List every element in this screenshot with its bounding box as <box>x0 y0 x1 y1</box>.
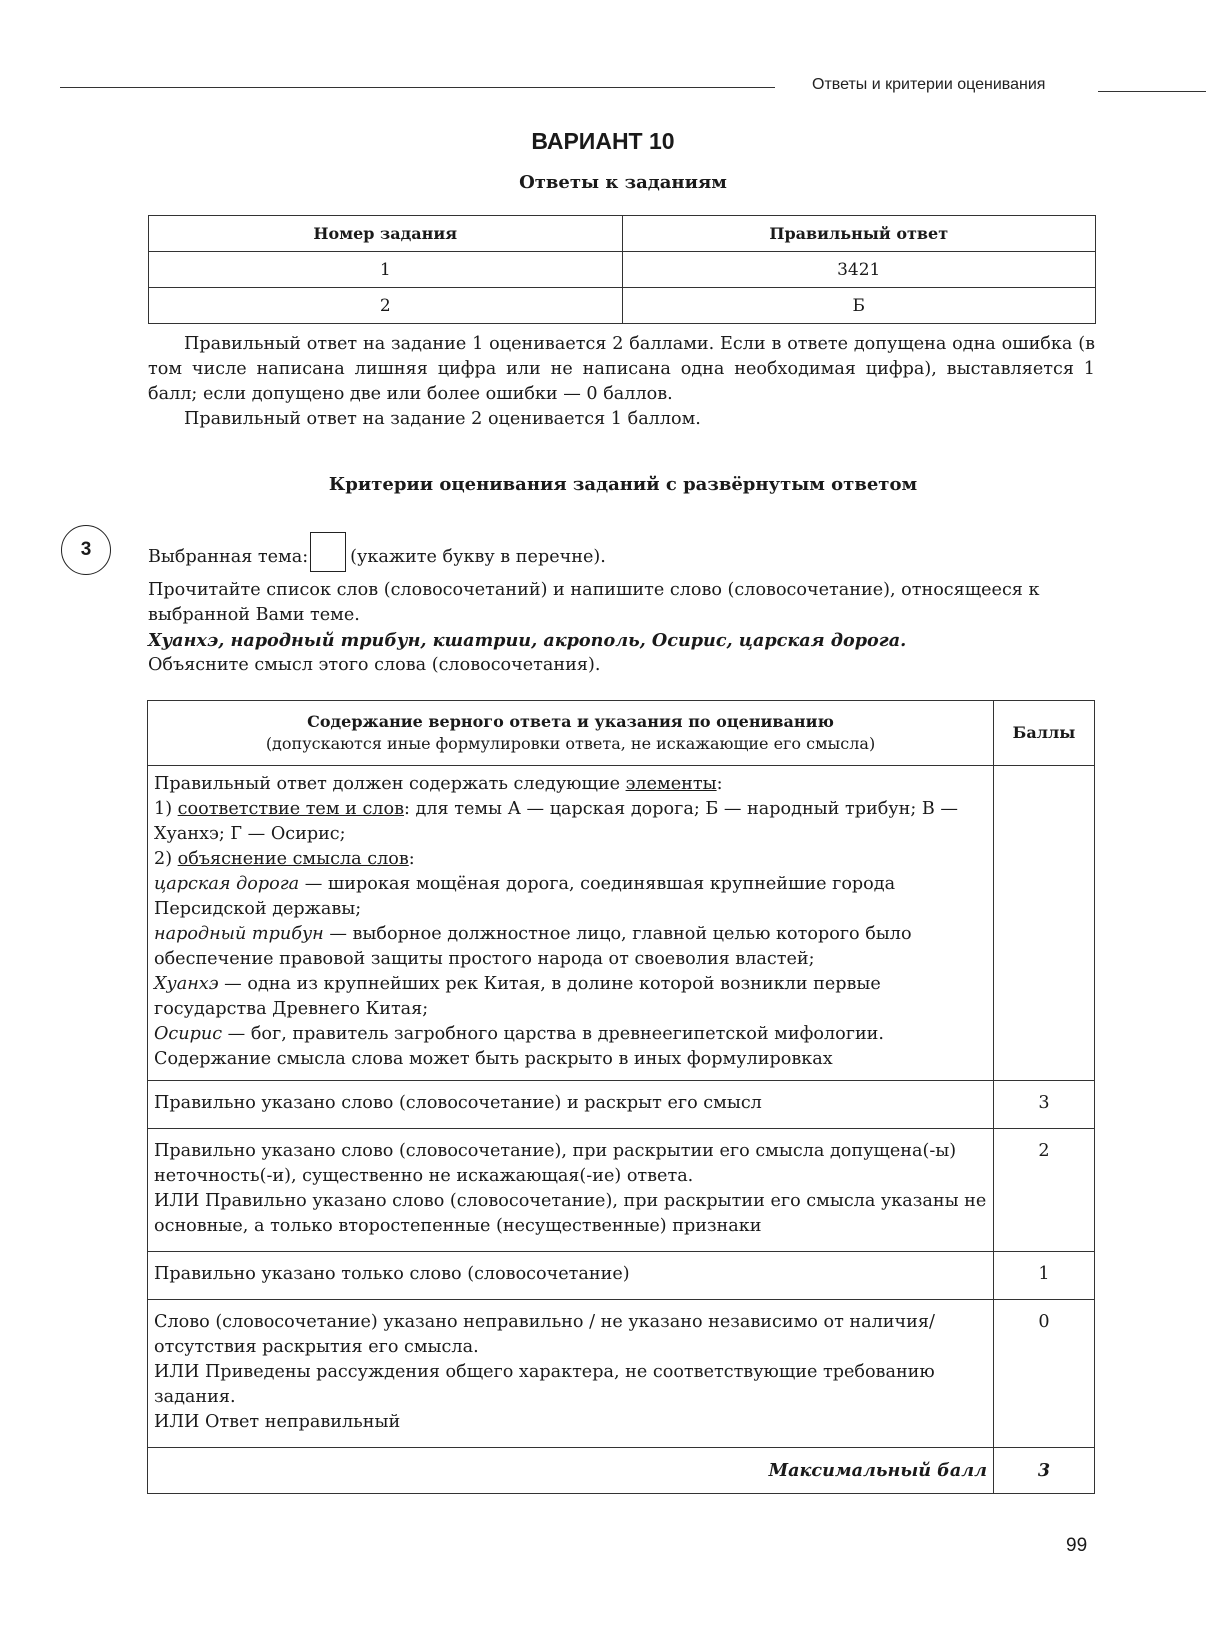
definition-term: Хуанхэ <box>154 974 219 994</box>
answers-title: Ответы к заданиям <box>519 172 727 193</box>
column-header-note: (допускаются иные формулировки ответа, не искажающие его смысла) <box>265 734 876 753</box>
theme-hint: (укажите букву в перечне). <box>350 547 606 567</box>
item-heading: соответствие тем и слов <box>177 799 404 819</box>
item-number: 1) <box>154 799 178 819</box>
item-text: : для темы А — царская дорога; Б — народный трибун; В — Хуанхэ; Г — Осирис; <box>154 799 959 844</box>
table-row <box>149 252 1096 288</box>
criteria-text: ИЛИ Правильно указано слово (словосочетание), при раскрытии его смысла указаны не основные, а только второстепенные (несущественные) признаки <box>154 1191 987 1236</box>
criteria-row <box>148 1300 1095 1448</box>
column-header: Содержание верного ответа и указания по оцениванию <box>307 712 834 731</box>
running-title: Ответы и критерии оценивания <box>812 76 1046 93</box>
criteria-table <box>147 700 1095 1494</box>
criteria-row <box>148 1129 1095 1252</box>
answer-intro-end: : <box>716 774 723 794</box>
definition <box>154 1022 987 1047</box>
task-3 <box>148 532 1098 678</box>
max-score-value: 3 <box>994 1448 1095 1494</box>
item-number: 2) <box>154 849 178 869</box>
criteria-text: Слово (словосочетание) указано неправильно / не указано независимо от наличия/отсутствия раскрытия его смысла. <box>154 1312 935 1357</box>
definition <box>154 872 987 922</box>
criteria-points: 2 <box>994 1129 1095 1252</box>
scoring-notes <box>148 332 1095 432</box>
criteria-text: Правильно указано только слово (словосочетание) <box>154 1264 630 1284</box>
criteria-row <box>148 1252 1095 1300</box>
theme-answer-box <box>310 532 346 572</box>
definition-term: царская дорога <box>154 874 300 894</box>
criteria-row <box>148 1081 1095 1129</box>
criteria-points: 0 <box>994 1300 1095 1448</box>
definition-text: — бог, правитель загробного царства в древнеегипетской мифологии. <box>222 1024 884 1044</box>
answers-table <box>148 215 1096 324</box>
table-header-row <box>148 701 1095 766</box>
criteria-title: Критерии оценивания заданий с развёрнутым ответом <box>328 474 918 495</box>
table-row <box>149 288 1096 324</box>
task-instruction: Прочитайте список слов (словосочетаний) и напишите слово (словосочетание), относящееся к выбранной Вами теме. <box>148 580 1040 625</box>
definition-term: Осирис <box>154 1024 223 1044</box>
definition-text: — одна из крупнейших рек Китая, в долине которой возникли первые государства Древнего Китая; <box>154 974 881 1019</box>
page-number: 99 <box>1066 1535 1088 1556</box>
variant-title: ВАРИАНТ 10 <box>531 128 675 154</box>
column-header: Номер задания <box>149 216 623 252</box>
definition-text: — выборное должностное лицо, главной целью которого было обеспечение правовой защиты простого народа от своеволия властей; <box>154 924 912 969</box>
criteria-text: ИЛИ Ответ неправильный <box>154 1412 401 1432</box>
criteria-points: 1 <box>994 1252 1095 1300</box>
definition-term: народный трибун <box>154 924 324 944</box>
header-rule-left <box>60 87 775 88</box>
scoring-note: Правильный ответ на задание 1 оценивается 2 баллами. Если в ответе допущена одна ошибка (в том числе написана лишняя цифра или не написана одна необходимая цифра), выставляется 1 балл; если допущено две или более ошибки — 0 баллов. <box>148 334 1095 404</box>
answer-content-row <box>148 766 1095 1081</box>
max-score-label: Максимальный балл <box>148 1448 994 1494</box>
task-number: 1 <box>149 252 623 288</box>
criteria-text: ИЛИ Приведены рассуждения общего характера, не соответствующие требованию задания. <box>154 1362 935 1407</box>
task-number-badge: 3 <box>61 525 111 575</box>
item-text: : <box>408 849 415 869</box>
correct-answer: Б <box>622 288 1096 324</box>
table-header-row <box>149 216 1096 252</box>
scoring-note: Правильный ответ на задание 2 оценивается 1 баллом. <box>184 409 701 429</box>
correct-answer: 3421 <box>622 252 1096 288</box>
criteria-text: Правильно указано слово (словосочетание) и раскрыт его смысл <box>154 1093 762 1113</box>
criteria-points: 3 <box>994 1081 1095 1129</box>
answer-intro-underlined: элементы <box>625 774 717 794</box>
definition-text: — широкая мощёная дорога, соединявшая крупнейшие города Персидской державы; <box>154 874 896 919</box>
header-rule-right <box>1098 91 1206 92</box>
task-explain: Объясните смысл этого слова (словосочетания). <box>148 655 601 675</box>
theme-label: Выбранная тема: <box>148 547 309 567</box>
max-score-row <box>148 1448 1095 1494</box>
column-header: Баллы <box>994 701 1095 766</box>
word-list: Хуанхэ, народный трибун, кшатрии, акрополь, Осирис, царская дорога. <box>148 630 907 651</box>
answer-intro: Правильный ответ должен содержать следующие <box>154 774 626 794</box>
column-header: Правильный ответ <box>622 216 1096 252</box>
definition <box>154 972 987 1022</box>
criteria-text: Правильно указано слово (словосочетание), при раскрытии его смысла допущена(-ы) неточность(-и), существенно не искажающая(-ие) ответа. <box>154 1141 957 1186</box>
definition <box>154 922 987 972</box>
answer-note: Содержание смысла слова может быть раскрыто в иных формулировках <box>154 1049 833 1069</box>
item-heading: объяснение смысла слов <box>177 849 409 869</box>
task-number: 2 <box>149 288 623 324</box>
